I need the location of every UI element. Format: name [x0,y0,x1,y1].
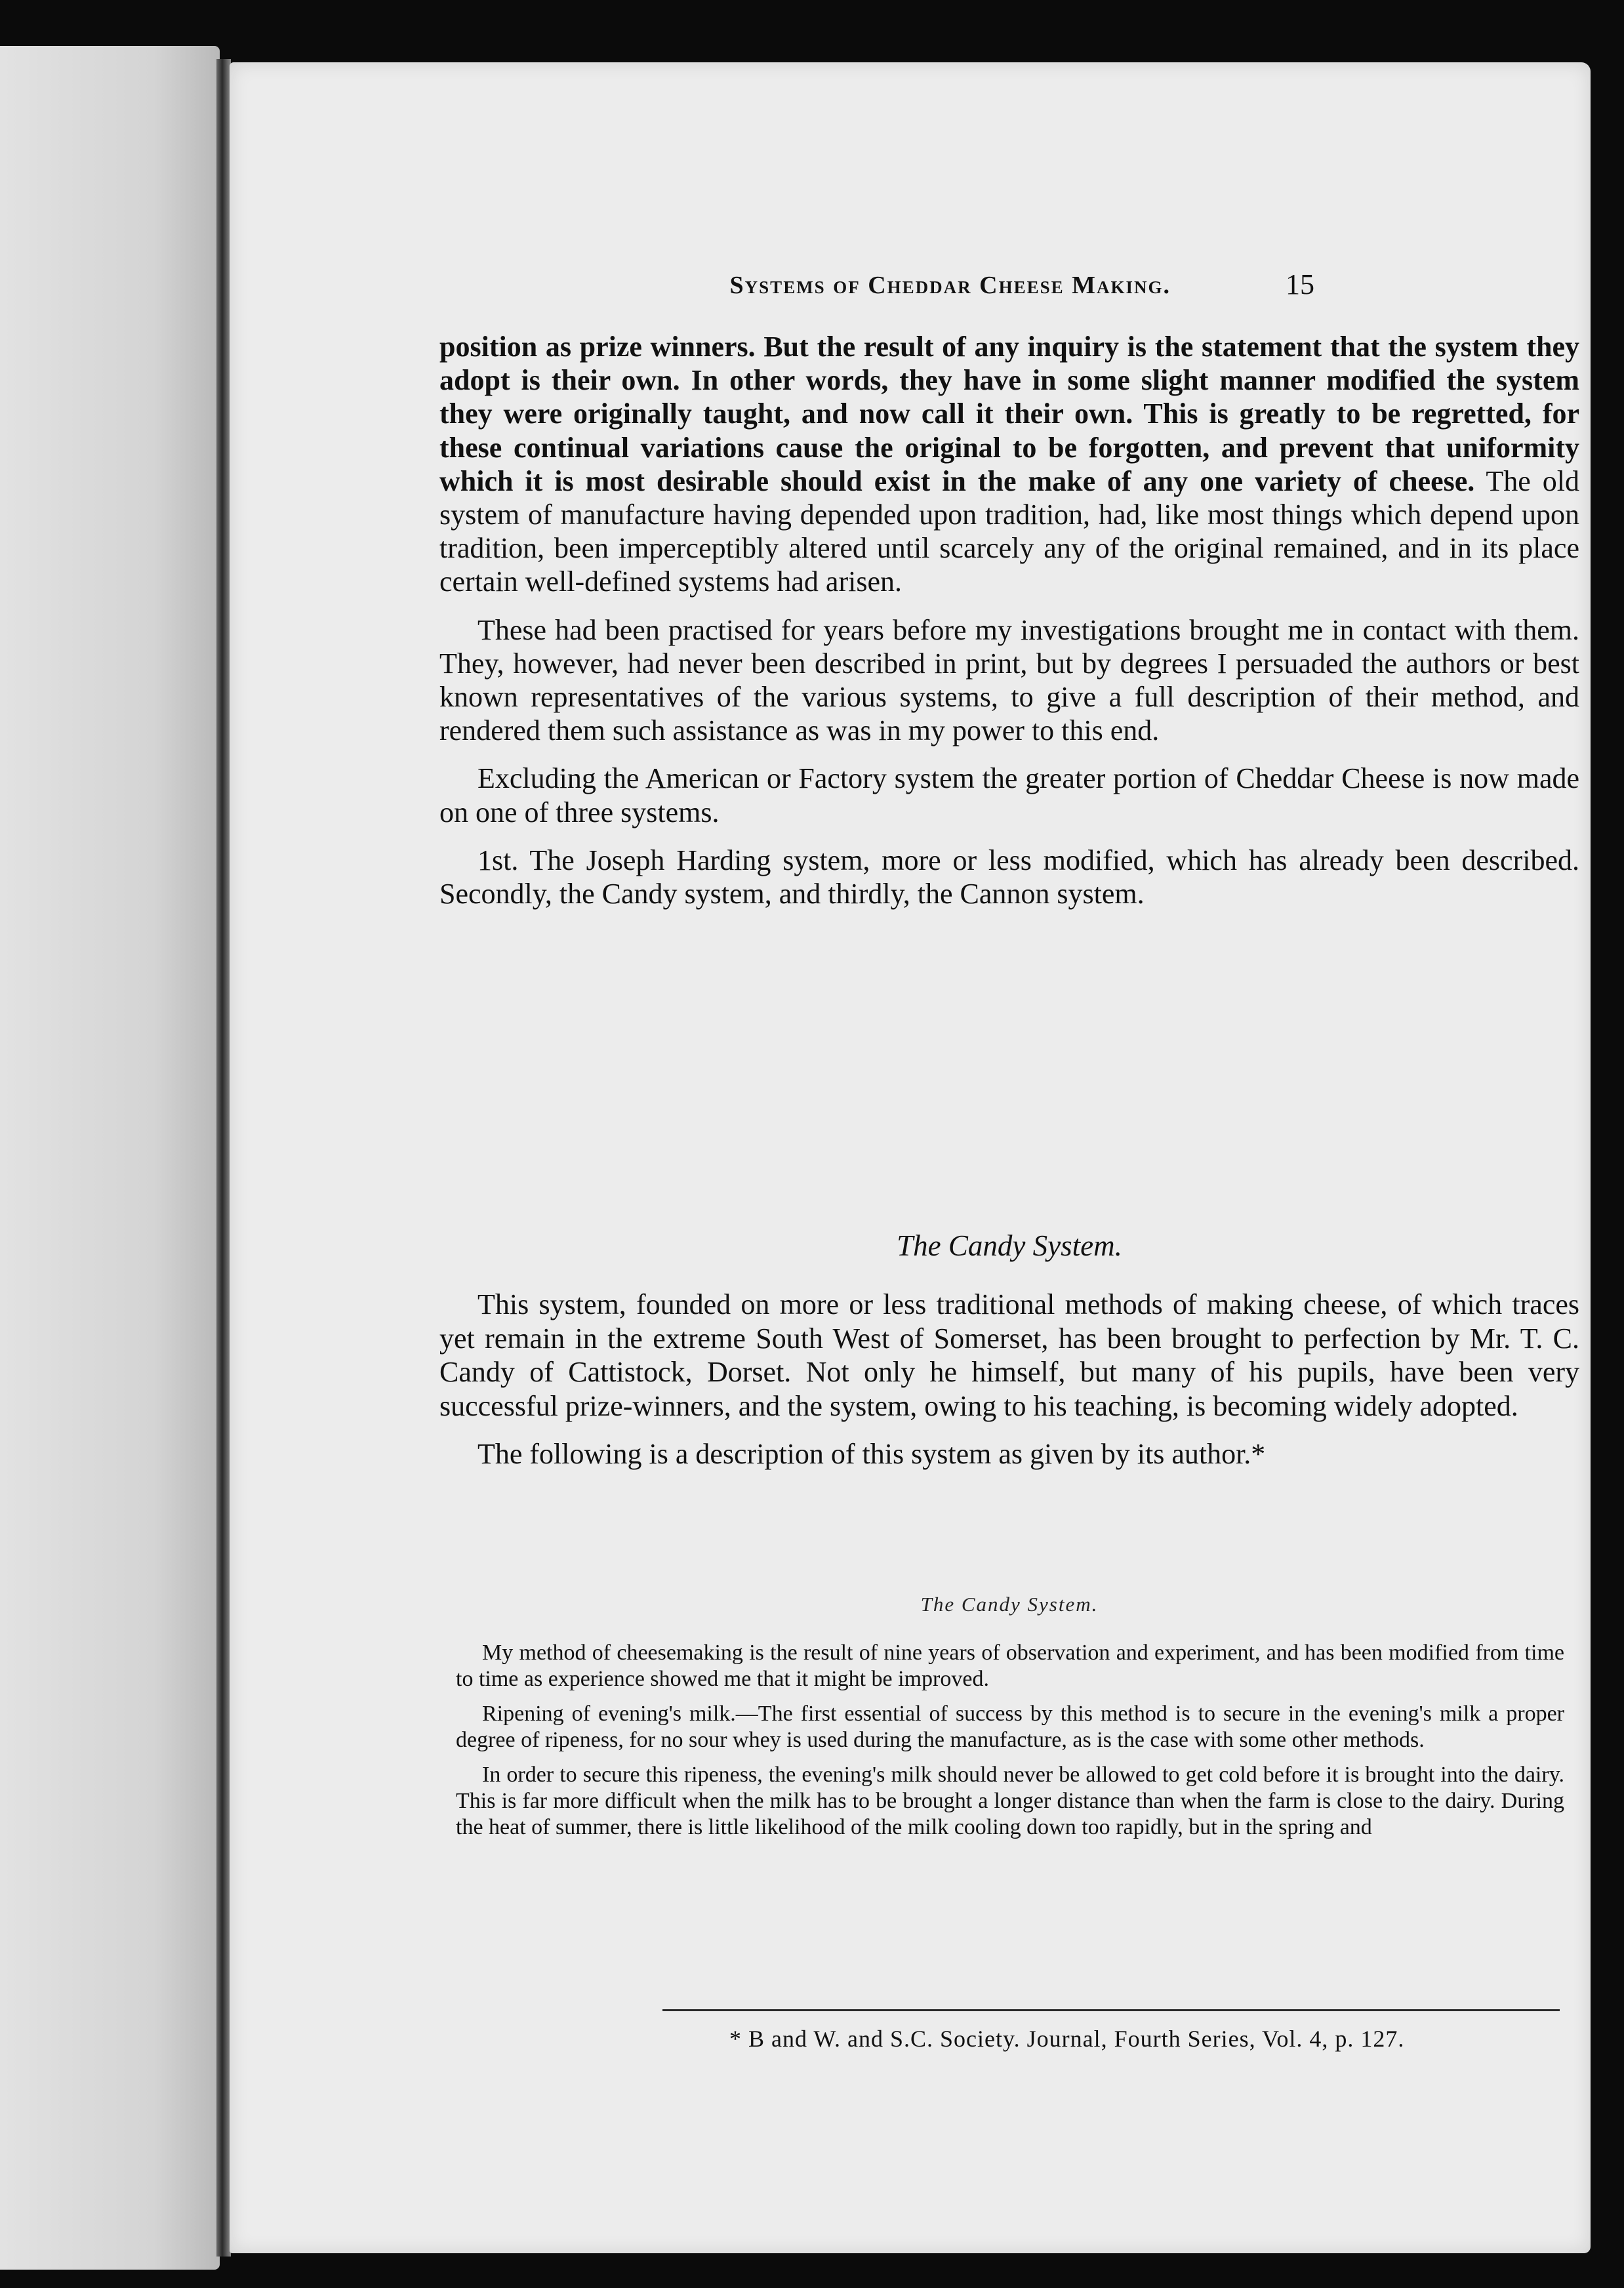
facing-page-edge [0,46,220,2270]
paragraph-text: The old system of manufacture having depended upon tradition, had, like most things which depend upon tradition, been imperceptibly altered until scarcely any of the original remained, and in its place certain well-defined systems had arisen. [439,464,1579,598]
bold-text: position as prize winners. But the result of any inquiry is the statement that the system they adopt is their own. In other words, they have in some slight manner modified the system they were originally taught, and now call it their own. This is greatly to be regretted, for these continual variations cause the original to be forgotten, and prevent that uniformity which it is most desirable should exist in the make of any one variety of cheese. [439,331,1579,497]
paragraph: Excluding the American or Factory system the greater portion of Cheddar Cheese is now made on one of three systems. [439,762,1579,828]
quote-heading: The Candy System. [920,1593,1099,1616]
main-text [439,330,1579,910]
book-gutter [216,59,231,2257]
paragraph: Ripening of evening's milk.—The first essential of success by this method is to secure in the evening's milk a proper degree of ripeness, for no sour whey is used during the manufacture, as is the case with some other methods. [456,1702,1564,1752]
section-heading: The Candy System. [897,1229,1122,1262]
paragraph: In order to secure this ripeness, the evening's milk should never be allowed to get cold before it is brought into the dairy. This is far more difficult when the milk has to be brought a longer distance than when the farm is close to the dairy. During the heat of summer, there is little likelihood of the milk cooling down too rapidly, but in the spring and [456,1763,1564,1839]
paragraph [439,330,1579,599]
paragraph: My method of cheesemaking is the result of nine years of observation and experiment, and has been modified from time to time as experience showed me that it might be improved. [456,1641,1564,1691]
footnote: * B and W. and S.C. Society. Journal, Fourth Series, Vol. 4, p. 127. [729,2026,1405,2052]
paragraph: 1st. The Joseph Harding system, more or less modified, which has already been described. Secondly, the Candy system, and thirdly, the Cannon system. [439,844,1579,910]
paragraph: The following is a description of this system as given by its author.* [477,1438,1266,1470]
running-head: Systems of Cheddar Cheese Making. [729,272,1171,299]
paragraph: These had been practised for years before my investigations brought me in contact with them. They, however, had never been described in print, but by degrees I persuaded the authors or best known representatives of the various systems, to give a full description of their method, and rendered them such assistance as was in my power to this end. [439,613,1579,747]
page-number: 15 [1286,268,1314,300]
footnote-rule [662,2009,1560,2011]
quoted-text [456,1640,1564,1841]
section-text [439,1288,1579,1471]
book-page [230,62,1591,2253]
paragraph: This system, founded on more or less traditional methods of making cheese, of which traces yet remain in the extreme South West of Somerset, has been brought to perfection by Mr. T. C. Candy of Cattistock, Dorset. Not only he himself, but many of his pupils, have been very successful prize-winners, and the system, owing to his teaching, is becoming widely adopted. [439,1288,1579,1422]
